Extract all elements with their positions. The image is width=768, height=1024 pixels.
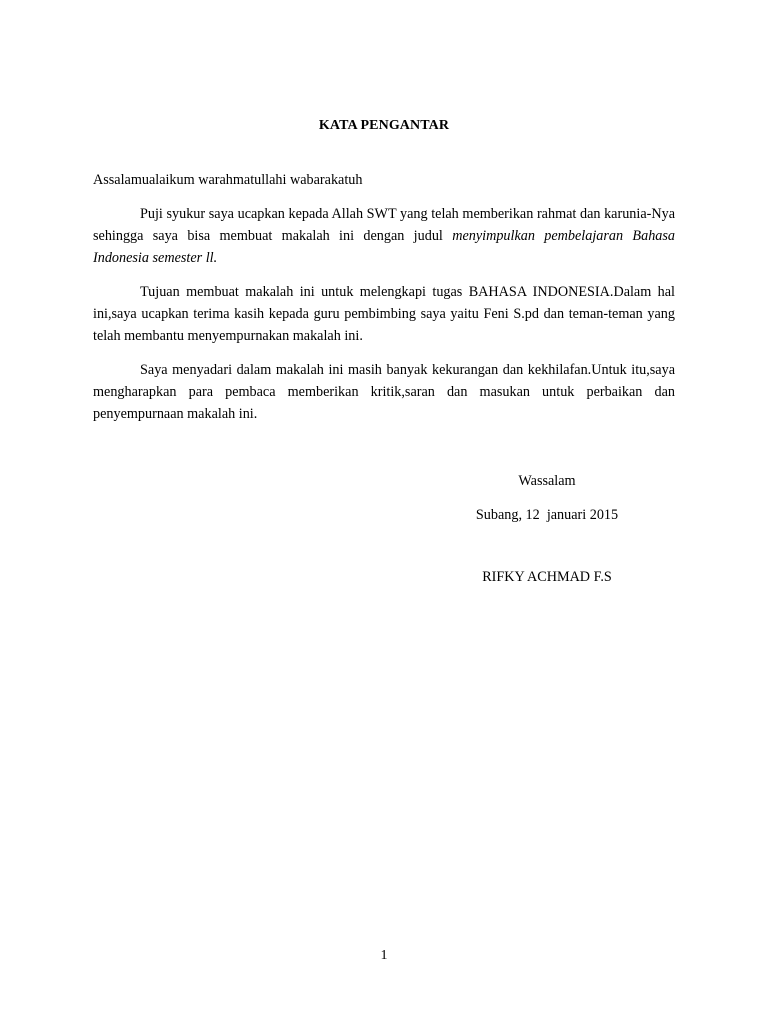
page-title: KATA PENGANTAR xyxy=(318,118,450,133)
paragraph-2: Tujuan membuat makalah ini untuk melengkapi tugas BAHASA INDONESIA.Dalam hal ini,saya ucapkan terima kasih kepada guru pembimbing saya yaitu Feni S.pd dan teman-teman yang telah membantu menyempurnakan makalah ini. xyxy=(93,284,675,344)
paragraph-1 xyxy=(93,203,675,269)
paragraph-1-italic-title: menyimpulkan pembelajaran Bahasa Indonesia semester ll. xyxy=(93,228,675,266)
place-date: Subang, 12 januari 2015 xyxy=(475,507,619,523)
closing-salutation: Wassalam xyxy=(518,473,576,489)
author-name: RIFKY ACHMAD F.S xyxy=(482,569,612,585)
page-number: 1 xyxy=(380,948,388,963)
greeting-line: Assalamualaikum warahmatullahi wabarakatuh xyxy=(93,172,363,188)
paragraph-3: Saya menyadari dalam makalah ini masih banyak kekurangan dan kekhilafan.Untuk itu,saya mengharapkan para pembaca memberikan kritik,saran dan masukan untuk perbaikan dan penyempurnaan makalah ini. xyxy=(93,362,675,422)
paragraph-1-text: Puji syukur saya ucapkan kepada Allah SWT yang telah memberikan rahmat dan karunia-Nya sehingga saya bisa membuat makalah ini dengan judul xyxy=(93,206,675,244)
document-body xyxy=(93,170,675,437)
